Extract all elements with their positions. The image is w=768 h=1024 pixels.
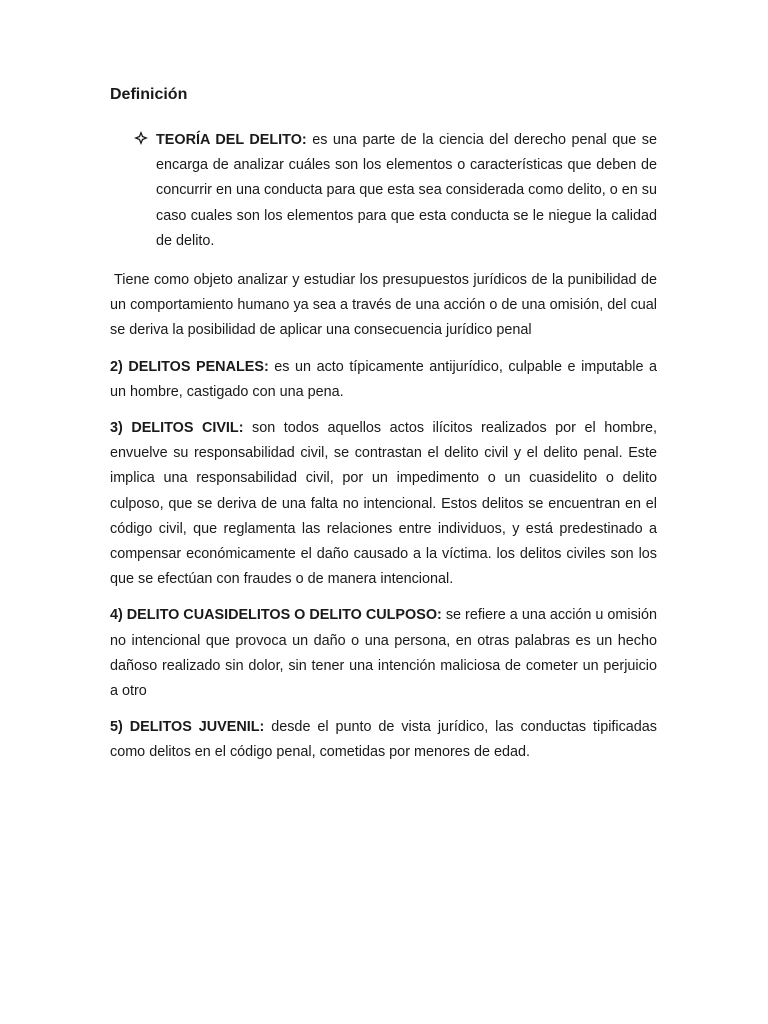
item-paragraph-2 [110, 355, 657, 405]
term-text: son todos aquellos actos ilícitos realizados por el hombre, envuelve su responsabilidad civil, se contrastan el delito civil y el delito penal. Este implica una responsabilidad civil, por un impedimento o un cuasidelito o delito culposo, que se deriva de una falta no intencional. Estos delitos se encuentran en el código civil, que reglamenta las relaciones entre individuos, y está predestinado a compensar económicamente el daño causado a la víctima. los delitos civiles son los que se efectúan con fraudes o de manera intencional. [110, 420, 657, 588]
term-label: TEORÍA DEL DELITO: [156, 132, 307, 148]
term-text: es una parte de la ciencia del derecho penal que se encarga de analizar cuáles son los elementos o características que deben de concurrir en una conducta para que esta sea considerada como delito, o en su caso cuales son los elementos para que esta conducta se le niegue la calidad de delito. [156, 132, 657, 249]
term-label: 5) DELITOS JUVENIL: [110, 719, 265, 736]
term-label: 4) DELITO CUASIDELITOS O DELITO CULPOSO: [110, 607, 442, 624]
document-page [110, 84, 657, 777]
item-paragraph-5 [110, 715, 657, 765]
intro-paragraph: Tiene como objeto analizar y estudiar los presupuestos jurídicos de la punibilidad de un comportamiento humano ya sea a través de una acción o de una omisión, del cual se deriva la posibilidad de aplicar una consecuencia jurídico penal [110, 272, 657, 339]
item-paragraph-4 [110, 603, 657, 704]
term-text: se refiere a una acción u omisión no intencional que provoca un daño o una persona, en otras palabras es un hecho dañoso realizado sin dolor, sin tener una intención maliciosa de cometer un perjuicio a otro [110, 607, 658, 700]
definition-paragraph [156, 128, 657, 254]
term-label: 2) DELITOS PENALES: [110, 358, 269, 375]
diamond-bullet-icon [134, 131, 148, 145]
term-label: 3) DELITOS CIVIL: [110, 420, 244, 437]
term-text: es un acto típicamente antijurídico, culpable e imputable a un hombre, castigado con una pena. [110, 358, 658, 400]
section-heading: Definición [110, 86, 188, 103]
bullet-definition [110, 128, 657, 254]
term-text: desde el punto de vista jurídico, las conductas tipificadas como delitos en el código penal, cometidas por menores de edad. [110, 719, 657, 761]
item-paragraph-3 [110, 416, 657, 592]
